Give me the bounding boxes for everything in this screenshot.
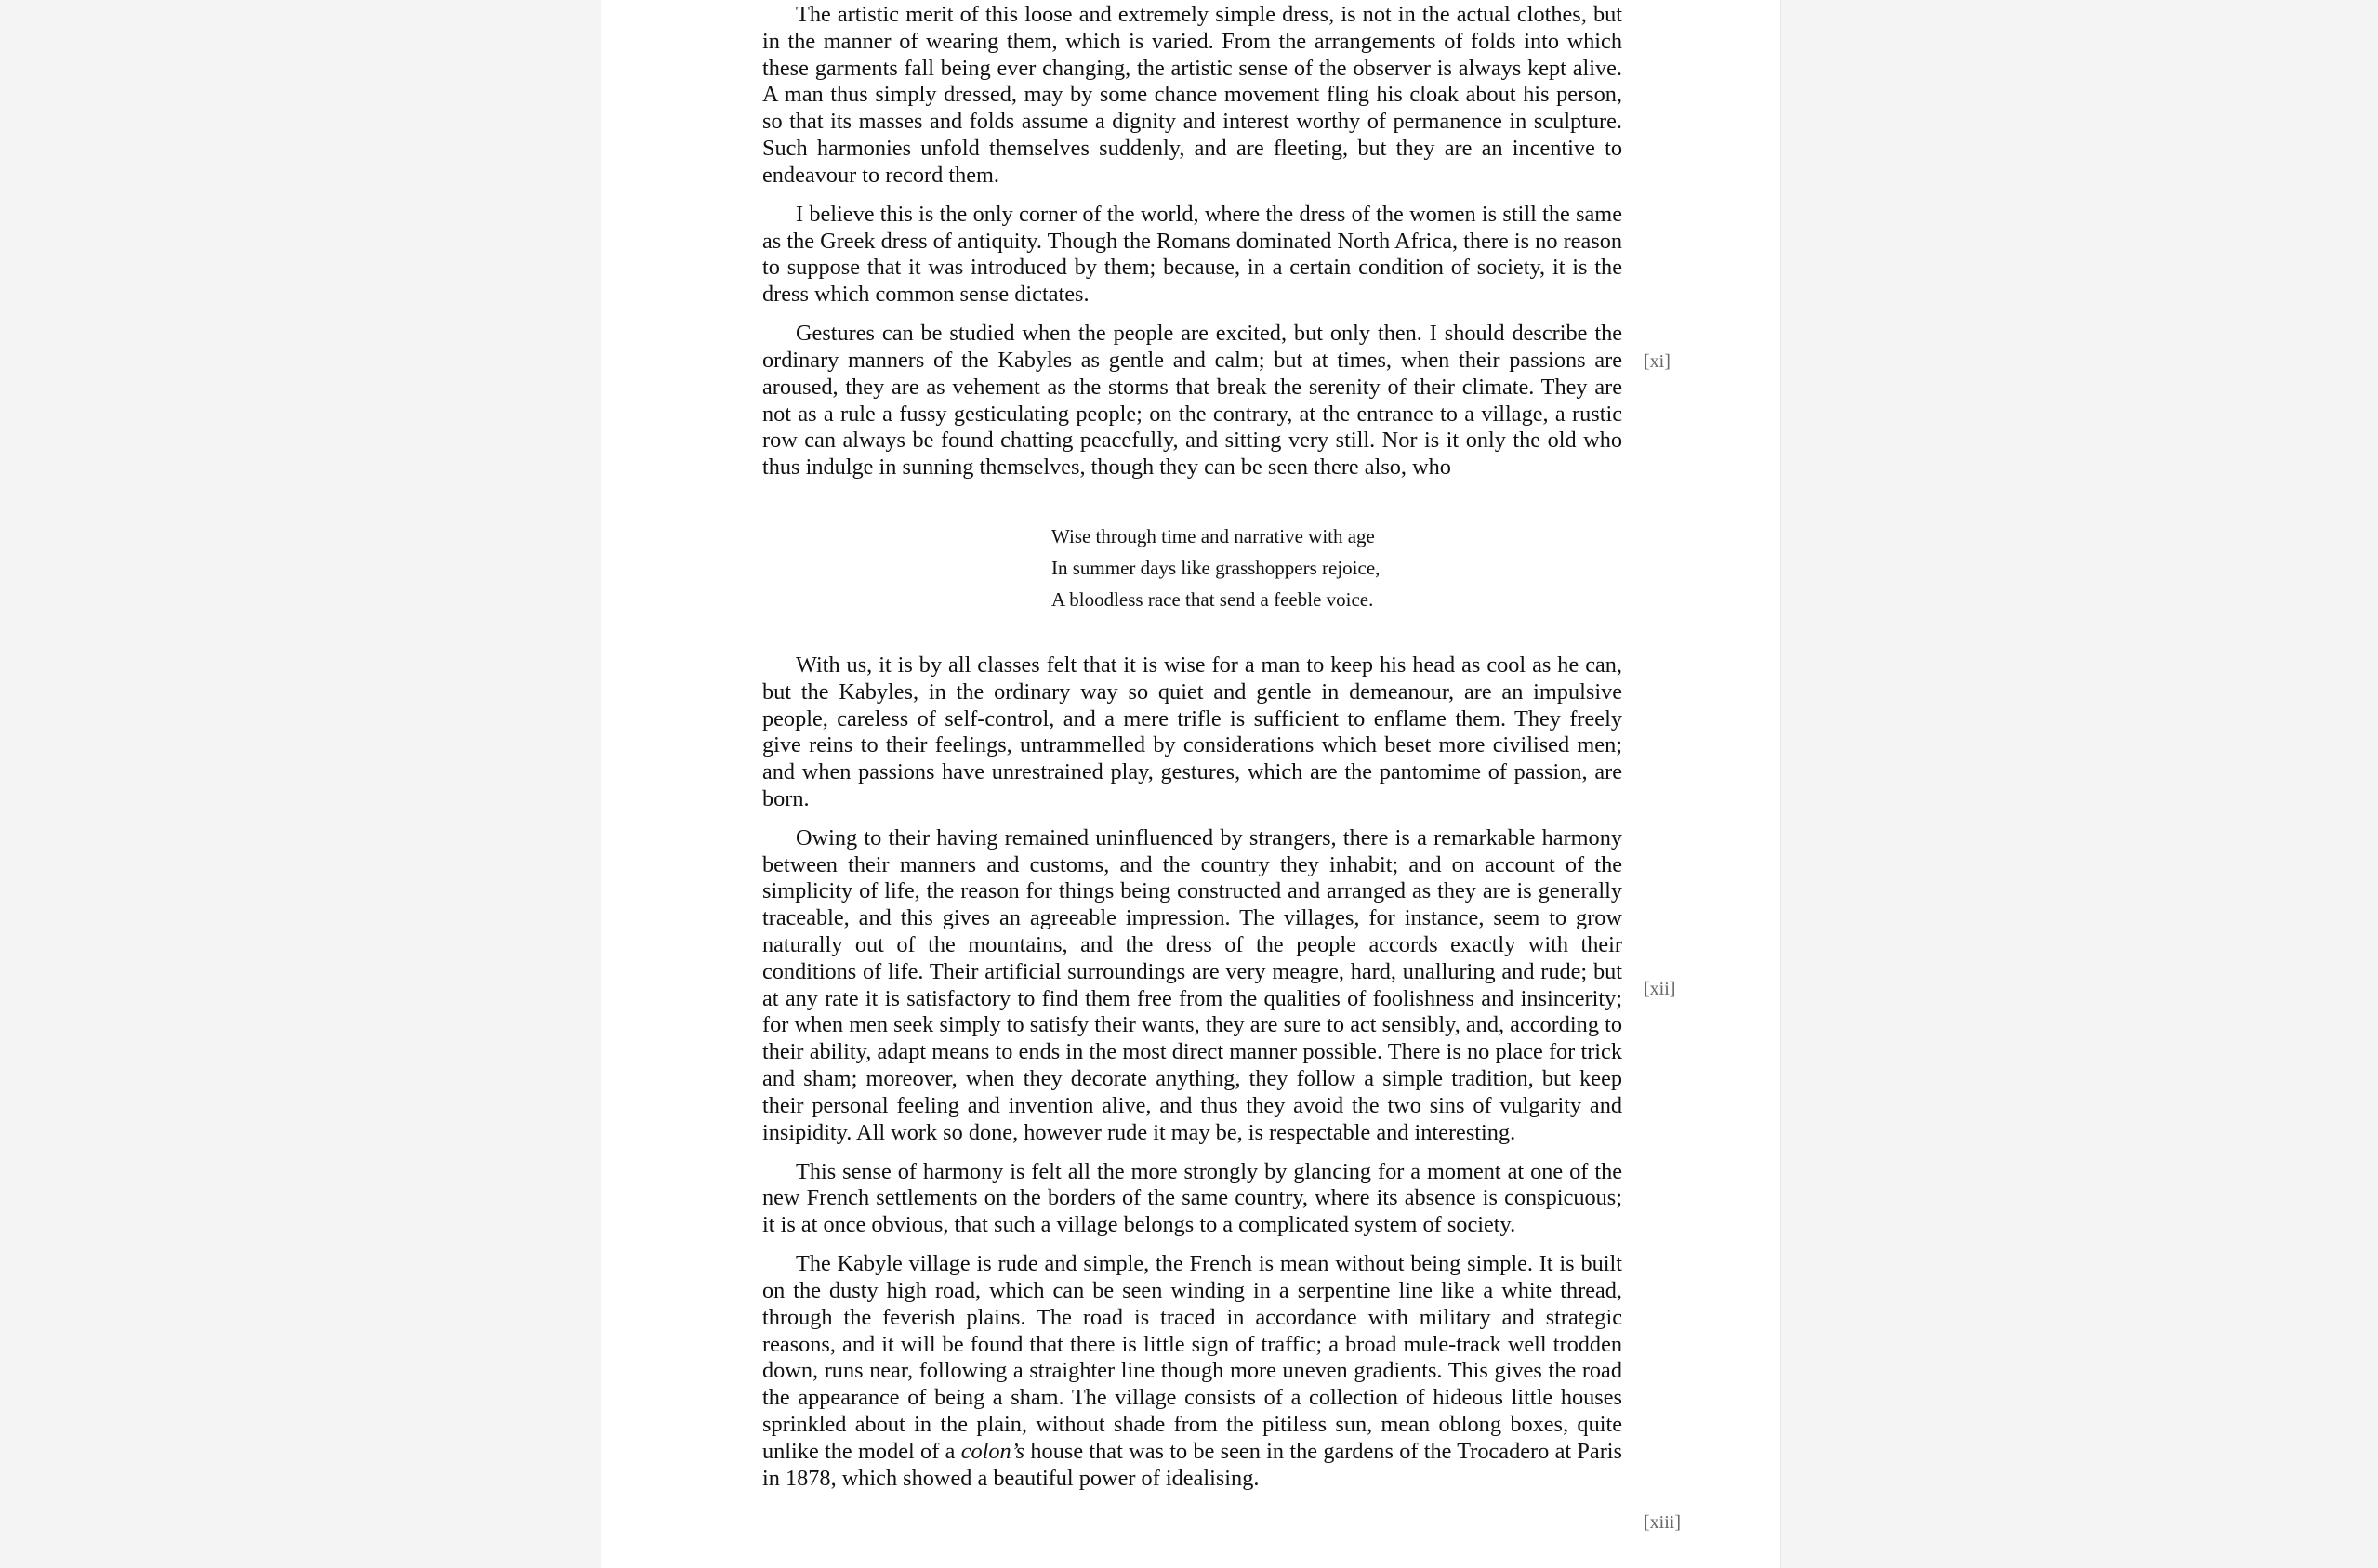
document-page — [601, 0, 1781, 1568]
paragraph — [762, 1251, 1622, 1492]
paragraph: Gestures can be studied when the people are excited, but only then. I should describe the ordinary manners of the Kabyles as gentle and calm; but at times, when their passions are aroused, they are as vehement as the storms that break the serenity of their climate. They are not as a rule a fussy gesticulating people; on the contrary, at the entrance to a village, a rustic row can always be found chatting peacefully, and sitting very still. Nor is it only the old who thus indulge in sunning themselves, though they can be seen there also, who — [762, 321, 1622, 481]
verse-line: A bloodless race that send a feeble voice. — [1051, 587, 1374, 611]
paragraph: I believe this is the only corner of the world, where the dress of the women is still the same as the Greek dress of antiquity. Though the Romans dominated North Africa, there is no reason to suppose that it was introduced by them; because, in a certain condition of society, it is the dress which common sense dictates. — [762, 201, 1622, 308]
verse-line: Wise through time and narrative with age — [1051, 524, 1375, 547]
page-marker[interactable]: [xiii] — [1644, 1512, 1681, 1533]
italic-term: colon’s — [960, 1438, 1025, 1464]
document-body — [762, 2, 1622, 1505]
paragraph: Owing to their having remained uninfluenced by strangers, there is a remarkable harmony between their manners and customs, and the country they inhabit; and on account of the simplicity of life, the reason for things being constructed and arranged as they are is generally traceable, and this gives an agreeable impression. The villages, for instance, seem to grow naturally out of the mountains, and the dress of the people accords exactly with their conditions of life. Their artificial surroundings are very meagre, hard, unalluring and rude; but at any rate it is satisfactory to find them free from the qualities of foolishness and insincerity; for when men seek simply to satisfy their wants, they are sure to act sensibly, and, according to their ability, adapt means to ends in the most direct manner possible. There is no place for trick and sham; moreover, when they decorate anything, they follow a simple tradition, but keep their personal feeling and invention alive, and thus they avoid the two sins of vulgarity and insipidity. All work so done, however rude it may be, is respectable and interesting. — [762, 824, 1622, 1145]
page-marker[interactable]: [xi] — [1644, 351, 1671, 372]
verse-line: In summer days like grasshoppers rejoice, — [1051, 556, 1381, 579]
paragraph: This sense of harmony is felt all the more strongly by glancing for a moment at one of the new French settlements on the borders of the same country, where its absence is conspicuous; it is at once obvious, that such a village belongs to a complicated system of society. — [762, 1158, 1622, 1238]
paragraph: With us, it is by all classes felt that it is wise for a man to keep his head as cool as he can, but the Kabyles, in the ordinary way so quiet and gentle in demeanour, are an impulsive people, careless of self-control, and a mere trifle is sufficient to enflame them. They freely give reins to their feelings, untrammelled by considerations which beset more civilised men; and when passions have unrestrained play, gestures, which are the pantomime of passion, are born. — [762, 652, 1622, 811]
verse-quotation — [762, 520, 1622, 615]
paragraph-text: The Kabyle village is rude and simple, the French is mean without being simple. It is built on the dusty high road, which can be seen winding in a serpentine line like a white thread, through the feverish plains. The road is traced in accordance with military and strategic reasons, and it will be found that there is little sign of traffic; a broad mule-track well trodden down, runs near, following a straighter line though more uneven gradients. This gives the road the appearance of being a sham. The village consists of a collection of hideous little houses sprinkled about in the plain, without shade from the pitiless sun, mean oblong boxes, quite unlike the model of a — [762, 1251, 1622, 1464]
paragraph: The artistic merit of this loose and extremely simple dress, is not in the actual clothes, but in the manner of wearing them, which is varied. From the arrangements of folds into which these garments fall being ever changing, the artistic sense of the observer is always kept alive. A man thus simply dressed, may by some chance movement fling his cloak about his person, so that its masses and folds assume a dignity and interest worthy of permanence in sculpture. Such harmonies unfold themselves suddenly, and are fleeting, but they are an incentive to endeavour to record them. — [762, 2, 1622, 188]
paragraph-text: house that was to be seen in the gardens of the Trocadero at Paris in 1878, which showed a beautiful power of idealising. — [762, 1438, 1623, 1491]
page-marker[interactable]: [xii] — [1644, 979, 1676, 999]
